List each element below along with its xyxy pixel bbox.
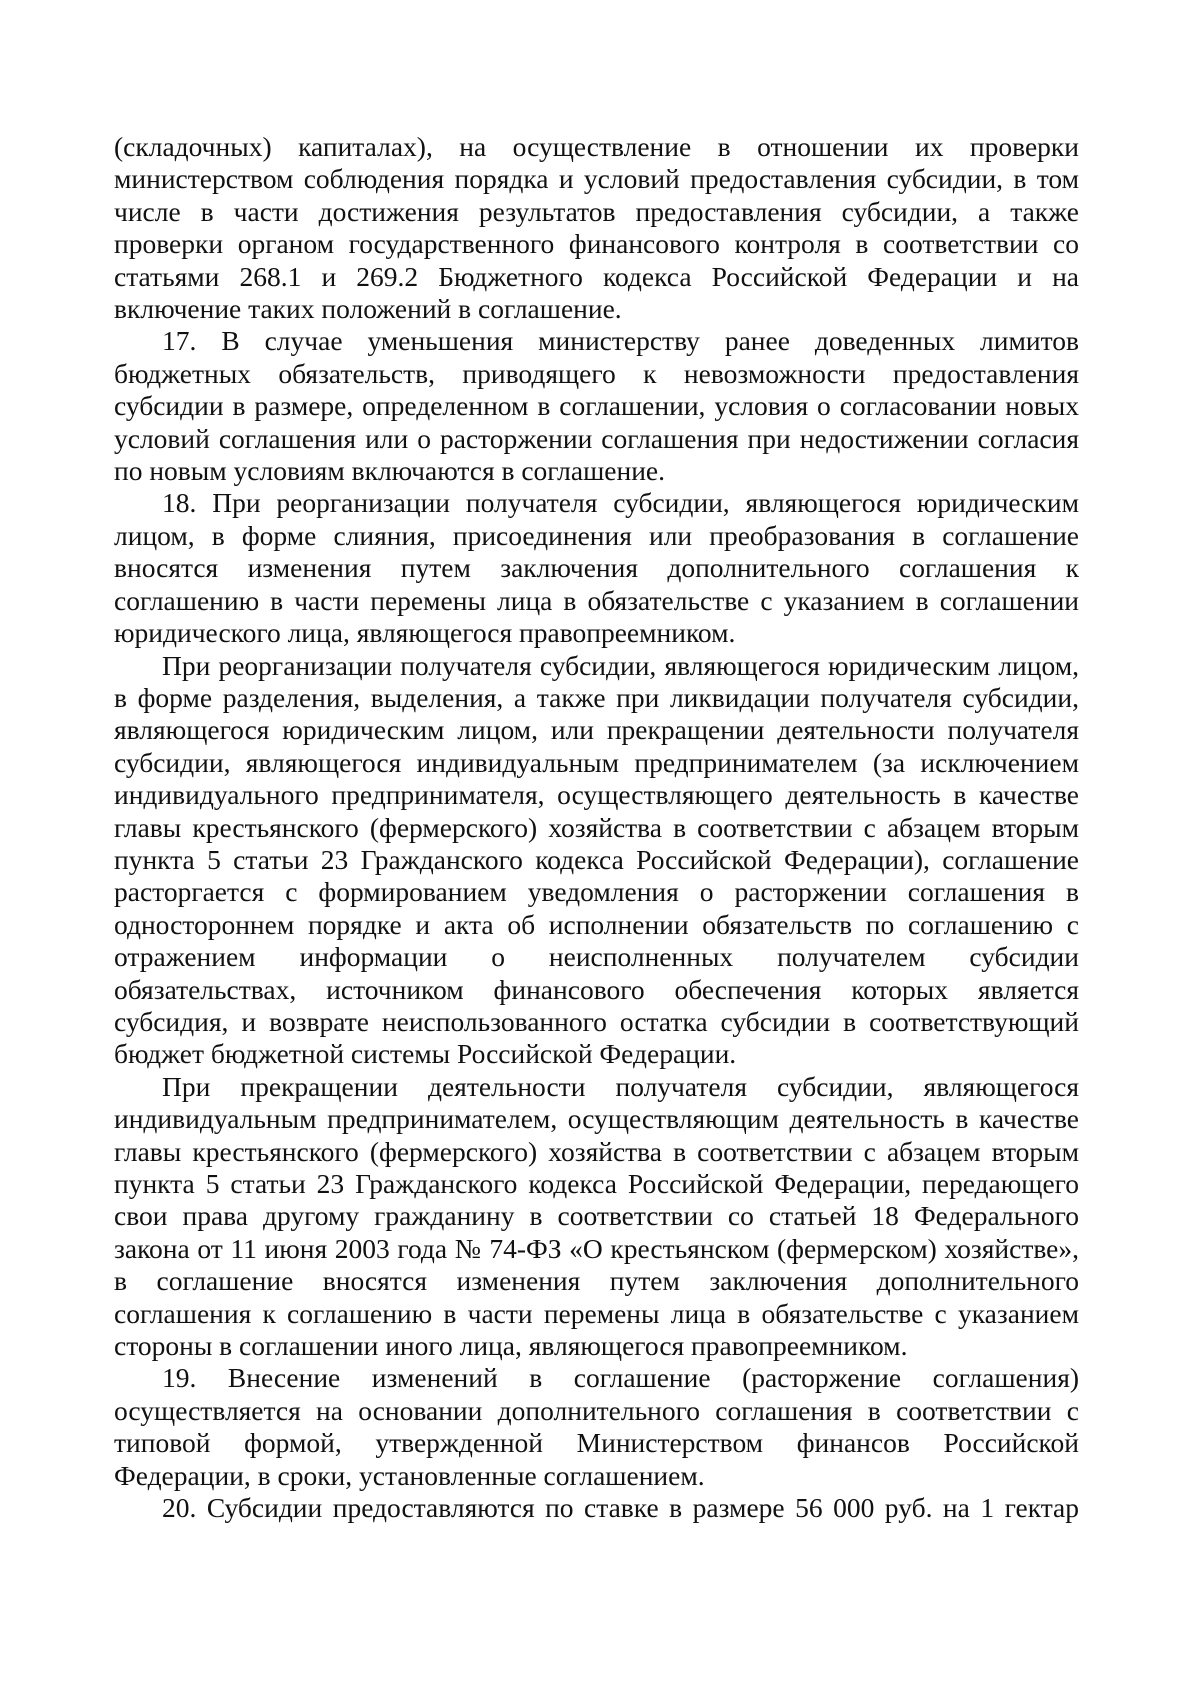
paragraph-17: 17. В случае уменьшения министерству ранее доведенных лимитов бюджетных обязательств, приводящего к невозможности предоставления субсидии в размере, определенном в соглашении, условия о согласовании новых условий соглашения или о расторжении соглашения при недостижении согласия по новым условиям включаются в соглашение.: [114, 325, 1079, 487]
paragraph-18: 18. При реорганизации получателя субсидии, являющегося юридическим лицом, в форме слияния, присоединения или преобразования в соглашение вносятся изменения путем заключения дополнительного соглашения к соглашению в части перемены лица в обязательстве с указанием в соглашении юридического лица, являющегося правопреемником.: [114, 487, 1079, 649]
paragraph-18-farm-head: При прекращении деятельности получателя субсидии, являющегося индивидуальным предпринимателем, осуществляющим деятельность в качестве главы крестьянского (фермерского) хозяйства в соответствии с абзацем вторым пункта 5 статьи 23 Гражданского кодекса Российской Федерации, передающего свои права другому гражданину в соответствии со статьей 18 Федерального закона от 11 июня 2003 года № 74-ФЗ «О крестьянском (фермерском) хозяйстве», в соглашение вносятся изменения путем заключения дополнительного соглашения к соглашению в части перемены лица в обязательстве с указанием стороны в соглашении иного лица, являющегося правопреемником.: [114, 1070, 1079, 1362]
paragraph-19: 19. Внесение изменений в соглашение (расторжение соглашения) осуществляется на основании дополнительного соглашения в соответствии с типовой формой, утвержденной Министерством финансов Российской Федерации, в сроки, установленные соглашением.: [114, 1362, 1079, 1491]
paragraph-16-continuation: (складочных) капиталах), на осуществление в отношении их проверки министерством соблюдения порядка и условий предоставления субсидии, в том числе в части достижения результатов предоставления субсидии, а также проверки органом государственного финансового контроля в соответствии со статьями 268.1 и 269.2 Бюджетного кодекса Российской Федерации и на включение таких положений в соглашение.: [114, 131, 1079, 325]
paragraph-20: 20. Субсидии предоставляются по ставке в размере 56 000 руб. на 1 гектар: [162, 1492, 1079, 1524]
paragraph-18-liquidation: При реорганизации получателя субсидии, являющегося юридическим лицом, в форме разделения, выделения, а также при ликвидации получателя субсидии, являющегося юридическим лицом, или прекращении деятельности получателя субсидии, являющегося индивидуальным предпринимателем (за исключением индивидуального предпринимателя, осуществляющего деятельность в качестве главы крестьянского (фермерского) хозяйства в соответствии с абзацем вторым пункта 5 статьи 23 Гражданского кодекса Российской Федерации), соглашение расторгается с формированием уведомления о расторжении соглашения в одностороннем порядке и акта об исполнении обязательств по соглашению с отражением информации о неисполненных получателем субсидии обязательствах, источником финансового обеспечения которых является субсидия, и возврате неиспользованного остатка субсидии в соответствующий бюджет бюджетной системы Российской Федерации.: [114, 649, 1079, 1070]
document-page: [114, 131, 1079, 1524]
